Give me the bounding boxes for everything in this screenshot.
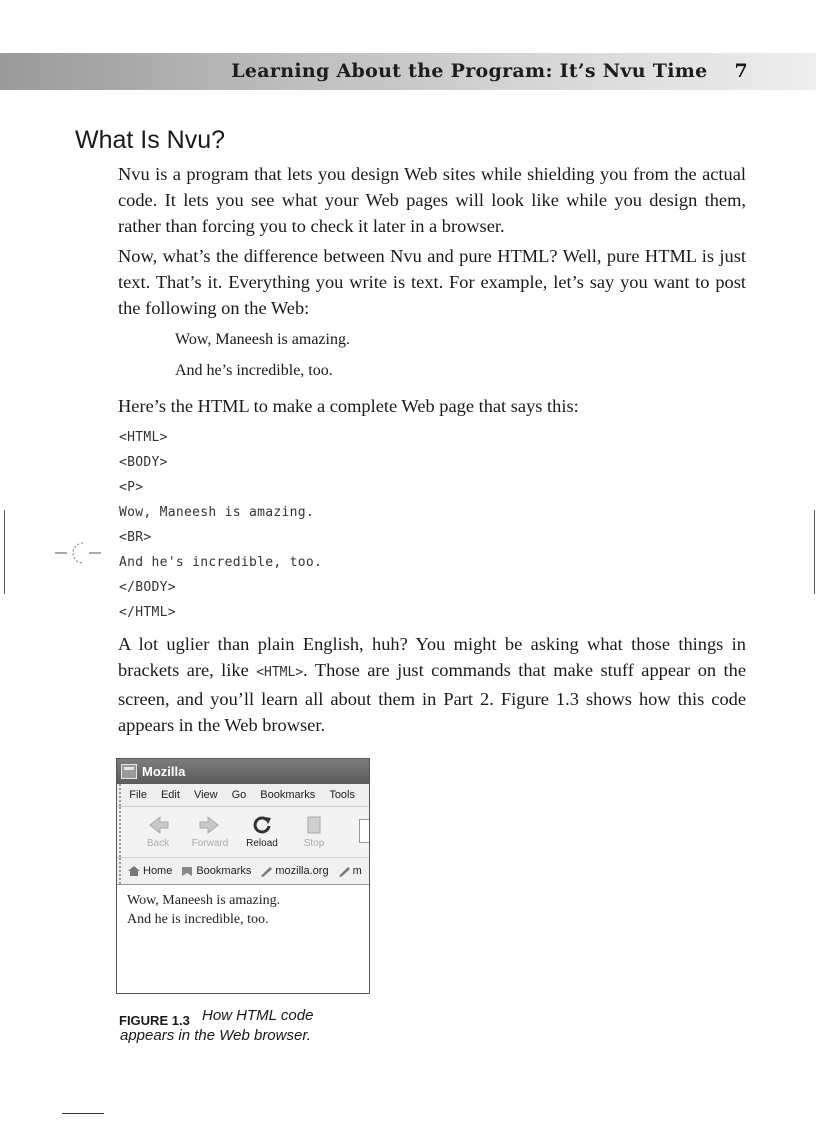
toolbar-grip (119, 807, 126, 857)
back-button[interactable]: Back (132, 815, 184, 849)
menu-go[interactable]: Go (231, 789, 247, 801)
window-title: Mozilla (142, 764, 186, 779)
example-line-2: And he’s incredible, too. (175, 362, 333, 379)
url-bar-edge[interactable] (359, 819, 370, 843)
reload-icon (250, 815, 274, 835)
link-icon (259, 865, 273, 877)
figure-caption-text: How HTML code appears in the Web browser. (120, 1007, 314, 1044)
stop-button[interactable]: Stop (288, 815, 340, 849)
paragraph-intro: Nvu is a program that lets you design Web sites while shielding you from the actual code. It lets you see what your Web pages will look like while you design them, rather than forcing you to check it later in a browser. (118, 164, 746, 236)
code-line: <HTML> (119, 430, 168, 445)
menu-edit[interactable]: Edit (160, 789, 180, 801)
menu-tools[interactable]: Tools (329, 789, 355, 801)
page-content (117, 885, 369, 935)
running-header-title: Learning About the Program: It’s Nvu Time (231, 60, 708, 82)
crop-mark-icon (55, 538, 105, 568)
home-link[interactable]: Home (127, 865, 172, 877)
mozilla-app-icon (121, 764, 137, 779)
code-line: <BODY> (119, 455, 168, 470)
browser-titlebar (117, 759, 369, 784)
code-line: Wow, Maneesh is amazing. (119, 505, 315, 520)
example-line-1: Wow, Maneesh is amazing. (175, 331, 350, 348)
navigation-toolbar (117, 807, 369, 858)
menu-bookmarks[interactable]: Bookmarks (260, 789, 316, 801)
section-heading: What Is Nvu? (75, 126, 226, 154)
code-line: And he's incredible, too. (119, 555, 323, 570)
paragraph-html-lead: Here’s the HTML to make a complete Web page that says this: (118, 396, 579, 416)
link-icon (337, 865, 351, 877)
bookmarks-icon (180, 865, 194, 877)
home-icon (127, 865, 141, 877)
code-line: <BR> (119, 530, 152, 545)
paragraph-difference: Now, what’s the difference between Nvu and pure HTML? Well, pure HTML is just text. That’s it. Everything you write is text. For example, let’s say you want to post the following on the Web: (118, 246, 746, 318)
content-line: Wow, Maneesh is amazing. (127, 893, 281, 908)
truncated-link[interactable]: m (337, 865, 362, 877)
content-line: And he is incredible, too. (127, 912, 269, 927)
mozilla-org-link[interactable]: mozilla.org (259, 865, 328, 877)
figure-caption-label: FIGURE 1.3 (119, 1013, 190, 1028)
code-line: </BODY> (119, 580, 176, 595)
browser-figure (116, 758, 370, 994)
stop-icon (302, 815, 326, 835)
toolbar-grip (119, 784, 123, 806)
margin-rule-right (814, 510, 815, 594)
footer-rule (62, 1113, 104, 1114)
reload-button[interactable]: Reload (236, 815, 288, 849)
paragraph-uglier: A lot uglier than plain English, huh? You might be asking what those things in brackets are, like <HTML>. Those are just commands that make stuff appear on the screen, and you’ll learn all about them in Part 2. Figure 1.3 shows how this code appears in the Web browser. (118, 634, 746, 735)
bookmarks-link[interactable]: Bookmarks (180, 865, 251, 877)
menu-view[interactable]: View (193, 789, 218, 801)
menu-bar (117, 784, 369, 807)
forward-arrow-icon (198, 815, 222, 835)
code-line: </HTML> (119, 605, 176, 620)
toolbar-grip (119, 858, 121, 884)
back-arrow-icon (146, 815, 170, 835)
forward-button[interactable]: Forward (184, 815, 236, 849)
margin-rule-left (4, 510, 5, 594)
page-number: 7 (734, 60, 748, 82)
code-line: <P> (119, 480, 144, 495)
inline-code: <HTML> (256, 665, 304, 680)
running-header (0, 53, 816, 90)
personal-toolbar (117, 858, 369, 885)
menu-file[interactable]: File (129, 789, 147, 801)
